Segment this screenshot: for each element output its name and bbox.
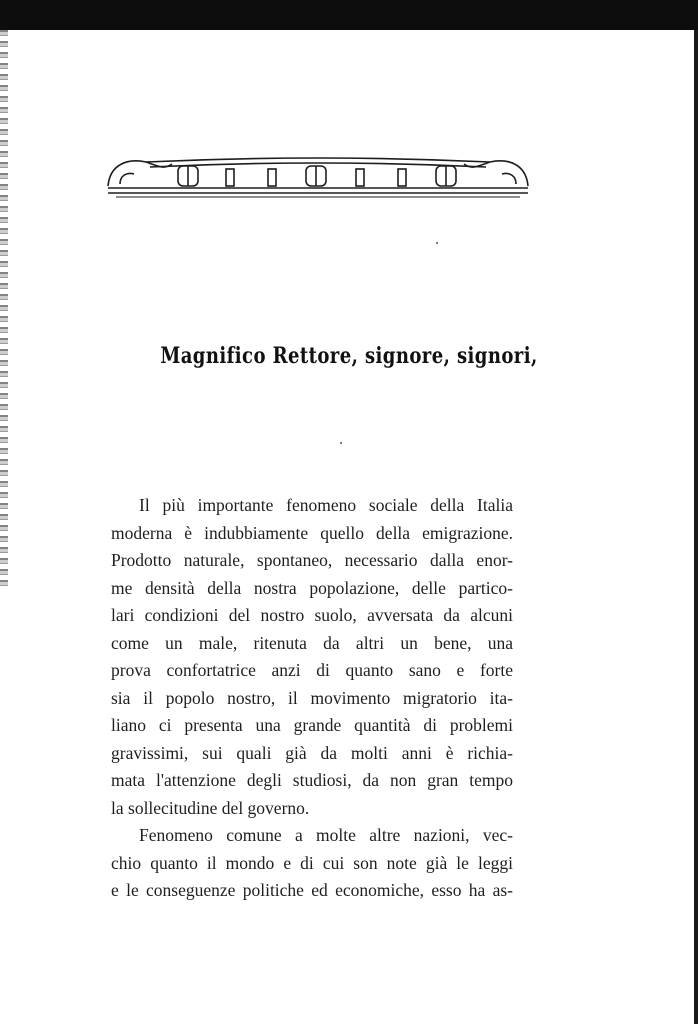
scan-right-edge [694,30,698,1024]
text-line: me densità della nostra popolazione, delle partico- [111,577,513,598]
text-line: la sollecitudine del governo. [111,797,310,818]
text-line: Prodotto naturale, spontaneo, necessario dalla enor- [111,550,513,570]
text-line: sia il popolo nostro, il movimento migratorio ita- [111,687,513,708]
body-text [111,492,513,905]
text-line: liano ci presenta una grande quantità di problemi [111,715,513,735]
salutation-heading: Magnifico Rettore, signore, signori, [160,343,538,369]
text-line: prova confortatrice anzi di quanto sano e forte [111,660,513,680]
scan-left-edge [0,30,8,590]
text-line: gravissimi, sui quali già da molti anni è richia- [111,742,513,763]
scan-top-border [0,0,698,30]
text-line: mata l'attenzione degli studiosi, da non gran tempo [111,770,513,790]
text-line: e le conseguenze politiche ed economiche, esso ha as- [111,880,513,900]
ornamental-header-band [106,150,530,204]
text-line: Fenomeno comune a molte altre nazioni, vec- [139,825,513,845]
print-speck [436,242,438,244]
text-line: come un male, ritenuta da altri un bene, una [111,632,513,653]
text-line: Il più importante fenomeno sociale della Italia [139,495,513,515]
text-line: moderna è indubbiamente quello della emigrazione. [111,522,513,543]
text-line: lari condizioni del nostro suolo, avversata da alcuni [111,605,513,625]
print-speck [340,442,342,444]
text-line: chio quanto il mondo e di cui son note già le leggi [111,852,513,873]
